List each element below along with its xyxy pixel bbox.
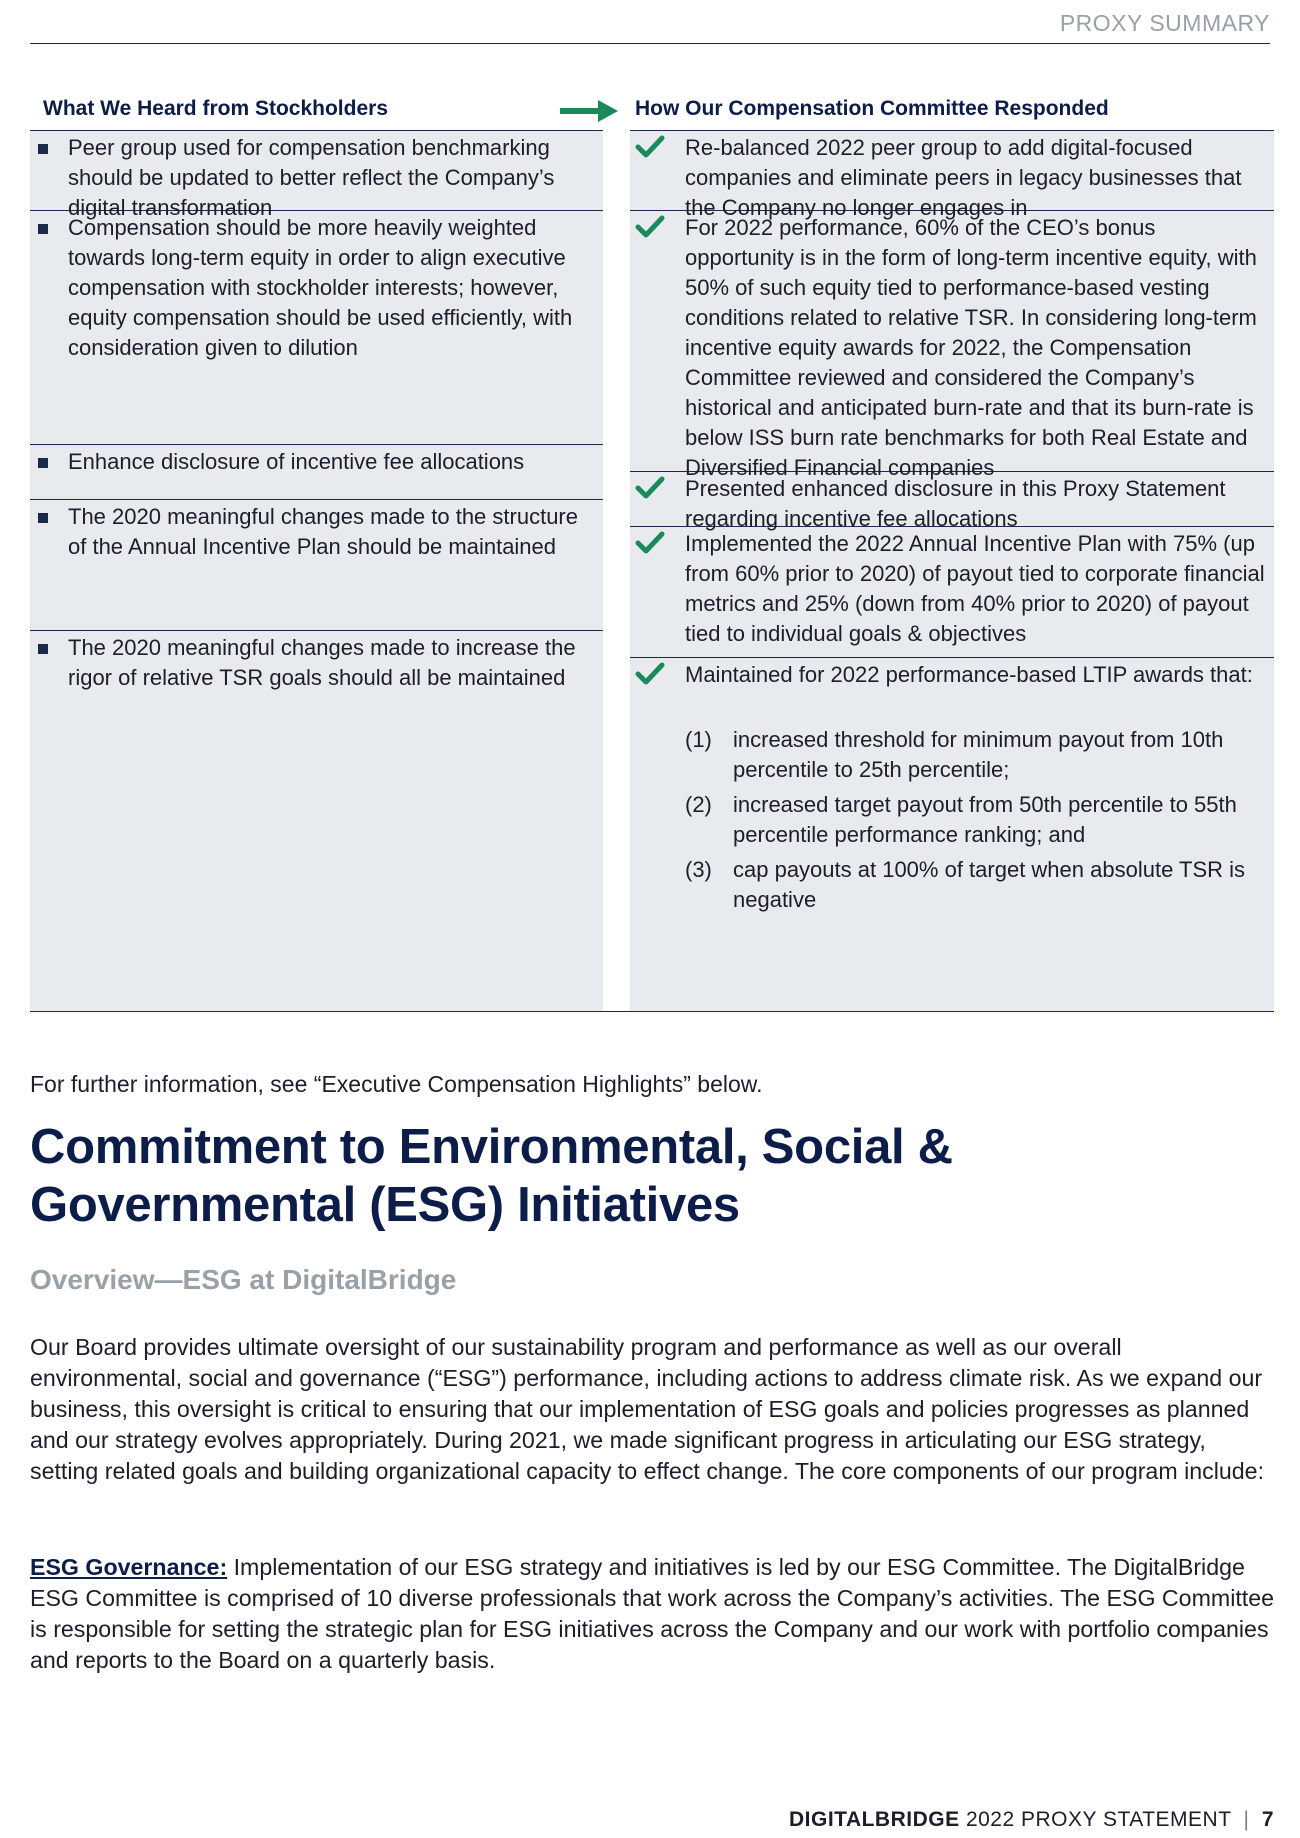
page-footer <box>789 1808 1274 1832</box>
check-icon <box>635 134 665 160</box>
arrow-right-icon <box>560 99 618 123</box>
left-row-tsr <box>30 631 603 1011</box>
esg-governance-text: Implementation of our ESG strategy and initiatives is led by our ESG Committee. The DigitalBridge ESG Committee is comprised of 10 diverse professionals that work across the Company’s activities. The ESG Committee is responsible for setting the strategic plan for ESG initiatives across the Company and our work with portfolio companies and reports to the Board on a quarterly basis. <box>30 1554 1275 1673</box>
ltip-sub-text: increased threshold for minimum payout from 10th percentile to 25th percentile; <box>733 727 1224 782</box>
right-row-peer-group <box>630 131 1274 220</box>
esg-overview-subheading: Overview—ESG at DigitalBridge <box>30 1264 457 1295</box>
ltip-sub-text: cap payouts at 100% of target when absolute TSR is negative <box>733 857 1246 912</box>
check-icon <box>635 661 665 687</box>
right-row-ltip <box>630 658 1274 1011</box>
ltip-sub-item <box>685 725 1266 785</box>
check-icon <box>635 530 665 556</box>
left-row-text: The 2020 meaningful changes made to increase the rigor of relative TSR goals should all be maintained <box>68 635 576 690</box>
esg-overview-paragraph: Our Board provides ultimate oversight of our sustainability program and performance as well as our overall environmental, social and governance (“ESG”) performance, including actions to address climate risk. As we expand our business, this oversight is critical to ensuring that our implementation of ESG goals and policies progresses as planned and our strategy evolves appropriately. During 2021, we made significant progress in articulating our ESG strategy, setting related goals and building organizational capacity to effect change. The core components of our program include: <box>30 1334 1265 1484</box>
left-row-text: The 2020 meaningful changes made to the structure of the Annual Incentive Plan should be maintained <box>68 504 578 559</box>
right-row-text: Re-balanced 2022 peer group to add digital-focused companies and eliminate peers in legacy businesses that the Company no longer engages in <box>685 135 1242 220</box>
footer-separator: | <box>1243 1808 1250 1831</box>
ltip-sub-number: (1) <box>685 727 712 752</box>
right-row-aip <box>630 527 1274 658</box>
esg-governance-paragraph <box>30 1552 1280 1676</box>
square-bullet-icon <box>38 513 48 523</box>
ltip-sub-number: (3) <box>685 857 712 882</box>
further-information-note: For further information, see “Executive Compensation Highlights” below. <box>30 1071 763 1097</box>
left-row-peer-group <box>30 131 603 220</box>
right-row-text: For 2022 performance, 60% of the CEO’s bonus opportunity is in the form of long-term incentive equity, with 50% of such equity tied to performance-based vesting conditions related to relative TSR. In considering long-term incentive equity awards for 2022, the Compensation Committee reviewed and considered the Company’s historical and anticipated burn-rate and that its burn-rate is below ISS burn rate benchmarks for both Real Estate and Diversified Financial companies <box>685 215 1257 480</box>
square-bullet-icon <box>38 144 48 154</box>
ltip-sub-item <box>685 855 1266 915</box>
left-row-disclosure <box>30 445 603 500</box>
stockholder-feedback-table <box>30 93 1274 1013</box>
table-bottom-rule <box>30 1011 1274 1012</box>
page-number: 7 <box>1261 1808 1274 1831</box>
footer-brand: DIGITALBRIDGE <box>789 1808 960 1831</box>
esg-governance-label: ESG Governance: <box>30 1554 228 1580</box>
esg-heading: Commitment to Environmental, Social & Governmental (ESG) Initiatives <box>30 1120 953 1232</box>
page-header <box>30 0 1270 44</box>
right-row-text: Implemented the 2022 Annual Incentive Plan with 75% (up from 60% prior to 2020) of payout tied to corporate financial metrics and 25% (down from 40% prior to 2020) of payout tied to individual goals & objectives <box>685 531 1265 646</box>
square-bullet-icon <box>38 644 48 654</box>
right-row-disclosure <box>630 472 1274 531</box>
right-column-header: How Our Compensation Committee Responded <box>635 97 1109 120</box>
left-column-header: What We Heard from Stockholders <box>43 97 389 120</box>
right-column <box>630 130 1274 1011</box>
right-row-text: Presented enhanced disclosure in this Proxy Statement regarding incentive fee allocations <box>685 476 1226 531</box>
square-bullet-icon <box>38 224 48 234</box>
check-icon <box>635 214 665 240</box>
left-row-text: Enhance disclosure of incentive fee allocations <box>68 449 525 474</box>
check-icon <box>635 475 665 501</box>
left-row-text: Peer group used for compensation benchmarking should be updated to better reflect the Company’s digital transformation <box>68 135 555 220</box>
ltip-sub-number: (2) <box>685 792 712 817</box>
left-row-text: Compensation should be more heavily weighted towards long-term equity in order to align executive compensation with stockholder interests; however, equity compensation should be used efficiently, with consideration given to dilution <box>68 215 573 360</box>
left-row-compensation <box>30 211 603 445</box>
footer-title: 2022 PROXY STATEMENT <box>965 1808 1232 1831</box>
ltip-sub-text: increased target payout from 50th percentile to 55th percentile performance ranking; and <box>733 792 1237 847</box>
section-label: PROXY SUMMARY <box>1059 10 1270 36</box>
ltip-sub-list <box>685 725 1266 920</box>
square-bullet-icon <box>38 458 48 468</box>
left-column <box>30 130 603 1011</box>
ltip-sub-item <box>685 790 1266 850</box>
right-row-text: Maintained for 2022 performance-based LTIP awards that: <box>685 662 1253 687</box>
right-row-compensation <box>630 211 1274 480</box>
left-row-aip <box>30 500 603 631</box>
